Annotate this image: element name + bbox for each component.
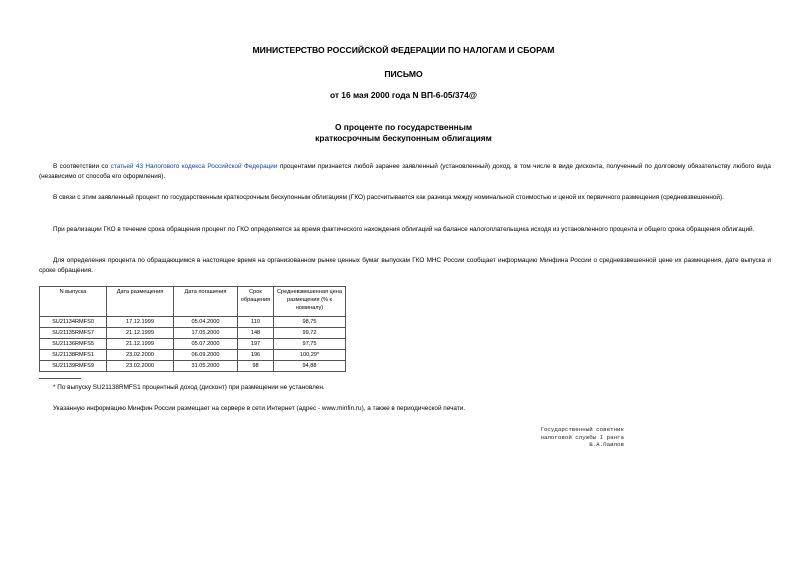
table-cell: 17.12.1999 (107, 317, 174, 328)
bond-issues-table (39, 286, 346, 372)
table-cell: 23.02.2000 (107, 350, 174, 361)
signature-title-line-1: Государственный советник (540, 426, 624, 433)
table-cell: SU21135RMFS7 (40, 328, 107, 339)
document-title-line-1: О проценте по государственным (334, 122, 473, 132)
document-date-number: от 16 мая 2000 года N ВП-6-05/374@ (329, 90, 478, 100)
ministry-heading: МИНИСТЕРСТВО РОССИЙСКОЙ ФЕДЕРАЦИИ ПО НАЛОГАМ И СБОРАМ (252, 45, 555, 55)
signature-block (523, 426, 624, 449)
table-cell: SU21139RMFS9 (40, 361, 107, 372)
table-cell: 21.12.1999 (107, 339, 174, 350)
document-title-line-2: краткосрочным бескупонным облигациям (315, 133, 492, 143)
table-cell: 31.05.2000 (174, 361, 238, 372)
table-cell: 05.07.2000 (174, 339, 238, 350)
footnote-divider (39, 378, 81, 379)
closing-paragraph: Указанную информацию Минфин России размещает на сервере в сети Интернет (адрес - www.minfin.ru), а также в периодической печати. (53, 405, 466, 412)
paragraph-4: Для определения процента по обращающимся в настоящее время на организованном рынке ценных бумаг выпускам ГКО МНС России сообщает информацию Минфина России о средневзвешенной цене их размещения, дате выпуска и сроке обращения. (39, 257, 771, 274)
table-cell: 06.09.2000 (174, 350, 238, 361)
table-cell: SU21138RMFS1 (40, 350, 107, 361)
table-cell: 110 (238, 317, 274, 328)
signatory-name: В.А.Павлов (589, 441, 624, 449)
table-row (40, 328, 346, 339)
column-header-term: Срок обращения (238, 287, 274, 317)
table-cell: 97,75 (274, 339, 346, 350)
paragraph-1 (39, 162, 771, 182)
table-cell: 148 (238, 328, 274, 339)
table-row (40, 317, 346, 328)
column-header-weighted-price: Средневзвешенная цена размещения (% к номиналу) (274, 287, 346, 317)
table-row (40, 361, 346, 372)
table-cell: SU21134RMFS0 (40, 317, 107, 328)
table-cell: 98,75 (274, 317, 346, 328)
table-cell: SU21136RMFS5 (40, 339, 107, 350)
document-type: ПИСЬМО (384, 69, 423, 79)
paragraph-1-intro: В соответствии со (53, 163, 111, 170)
table-cell: 17.05.2000 (174, 328, 238, 339)
column-header-maturity-date: Дата погашения (174, 287, 238, 317)
paragraph-3: При реализации ГКО в течение срока обращения процент по ГКО определяется за время фактического нахождения облигаций на балансе налогоплательщика исходя из установленного процента и общего срока обращения облигаций. (53, 226, 755, 233)
table-cell: 94,88 (274, 361, 346, 372)
table-row (40, 339, 346, 350)
paragraph-2: В связи с этим заявленный процент по государственным краткосрочным бескупонным облигациям (ГКО) рассчитывается как разница между номинальной стоимостью и ценой их первичного размещения (средневзвешенной). (53, 194, 724, 201)
table-cell: 100,29* (274, 350, 346, 361)
column-header-placement-date: Дата размещения (107, 287, 174, 317)
tax-code-article-link[interactable]: статьей 43 Налогового кодекса Российской Федерации (110, 163, 278, 170)
signature-title-line-2: налоговой службы I ранга (540, 433, 624, 441)
table-cell: 196 (238, 350, 274, 361)
table-cell: 99,72 (274, 328, 346, 339)
paragraph-1-rest: процентами признается любой заранее заявленный (установленный) доход, в том числе в виде дисконта, полученный по долговому обязательству любого вида (независимо от способа его оформления). (39, 163, 771, 180)
table-cell: 197 (238, 339, 274, 350)
table-cell: 98 (238, 361, 274, 372)
table-header-row (40, 287, 346, 317)
footnote: * По выпуску SU21138RMFS1 процентный доход (дисконт) при размещении не установлен. (53, 384, 325, 391)
table-row (40, 350, 346, 361)
table-cell: 05.04.2000 (174, 317, 238, 328)
column-header-issue-number: N выпуска (40, 287, 107, 317)
table-cell: 23.02.2000 (107, 361, 174, 372)
table-cell: 21.12.1999 (107, 328, 174, 339)
